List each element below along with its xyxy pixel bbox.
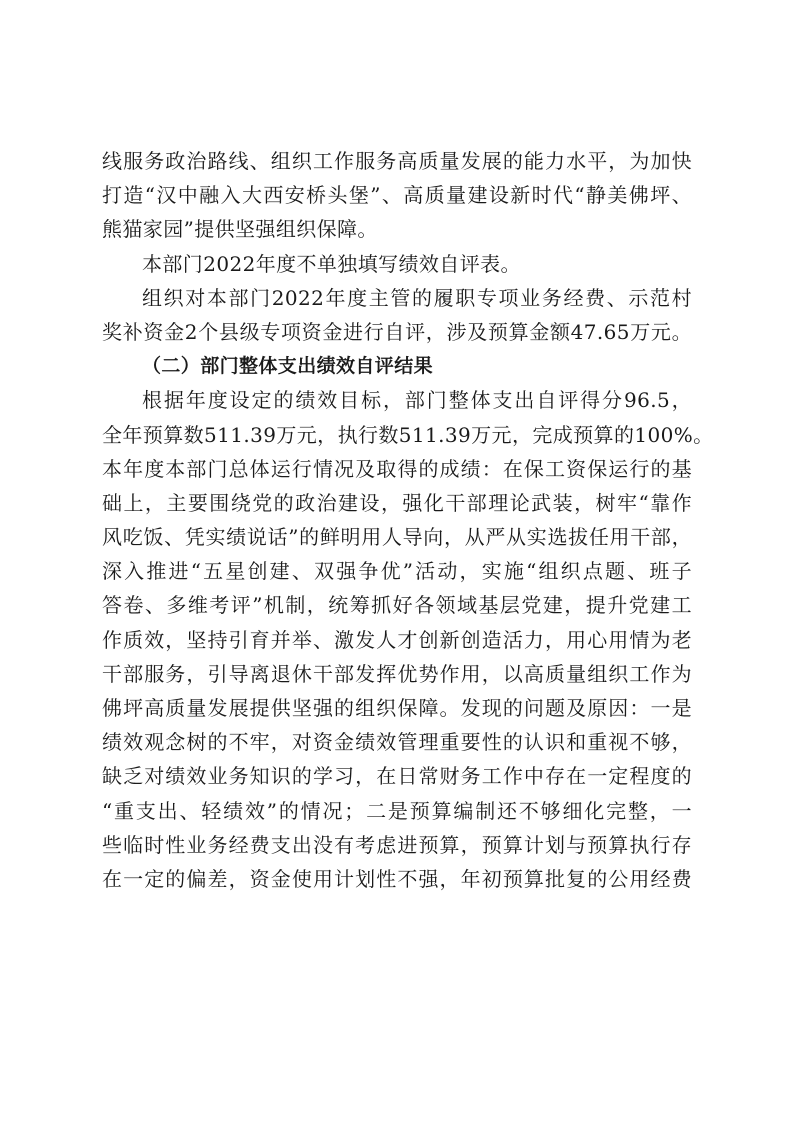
body-line: 本年度本部门总体运行情况及取得的成绩：在保工资保运行的基 [102, 456, 692, 481]
body-line: 答卷、多维考评”机制，统筹抓好各领域基层党建，提升党建工 [102, 593, 692, 618]
body-line: 在一定的偏差，资金使用计划性不强，年初预算批复的公用经费 [102, 866, 692, 891]
body-line: 线服务政治路线、组织工作服务高质量发展的能力水平，为加快 [102, 149, 692, 173]
paragraph-first-line: 根据年度设定的绩效目标，部门整体支出自评得分96.5， [142, 388, 692, 413]
body-line: 打造“汉中融入大西安桥头堡”、高质量建设新时代“静美佛坪、 [102, 183, 692, 208]
body-line: 绩效观念树的不牢，对资金绩效管理重要性的认识和重视不够， [102, 730, 692, 755]
paragraph-first-line: 本部门2022年度不单独填写绩效自评表。 [142, 251, 521, 276]
document-body [102, 144, 714, 896]
body-line: 全年预算数511.39万元，执行数511.39万元，完成预算的100%。 [102, 422, 714, 447]
body-line: 佛坪高质量发展提供坚强的组织保障。发现的问题及原因：一是 [102, 696, 692, 720]
body-line: 缺乏对绩效业务知识的学习，在日常财务工作中存在一定程度的 [102, 764, 692, 789]
body-line: 些临时性业务经费支出没有考虑进预算，预算计划与预算执行存 [102, 832, 692, 857]
body-line: 深入推进“五星创建、双强争优”活动，实施“组织点题、班子 [102, 559, 692, 584]
paragraph-first-line: 组织对本部门2022年度主管的履职专项业务经费、示范村 [142, 285, 692, 310]
section-heading: （二）部门整体支出绩效自评结果 [142, 355, 434, 378]
body-line: 作质效，坚持引育并举、激发人才创新创造活力，用心用情为老 [102, 627, 692, 652]
body-line: “重支出、轻绩效”的情况；二是预算编制还不够细化完整，一 [102, 798, 692, 823]
body-line: 干部服务，引导离退休干部发挥优势作用，以高质量组织工作为 [102, 661, 692, 686]
body-line: 础上，主要围绕党的政治建设，强化干部理论武装，树牢“靠作 [102, 490, 692, 515]
body-line: 熊猫家园”提供坚强组织保障。 [102, 217, 378, 242]
body-line: 风吃饭、凭实绩说话”的鲜明用人导向，从严从实选拔任用干部， [102, 525, 692, 550]
body-line: 奖补资金2个县级专项资金进行自评，涉及预算金额47.65万元。 [102, 319, 692, 344]
